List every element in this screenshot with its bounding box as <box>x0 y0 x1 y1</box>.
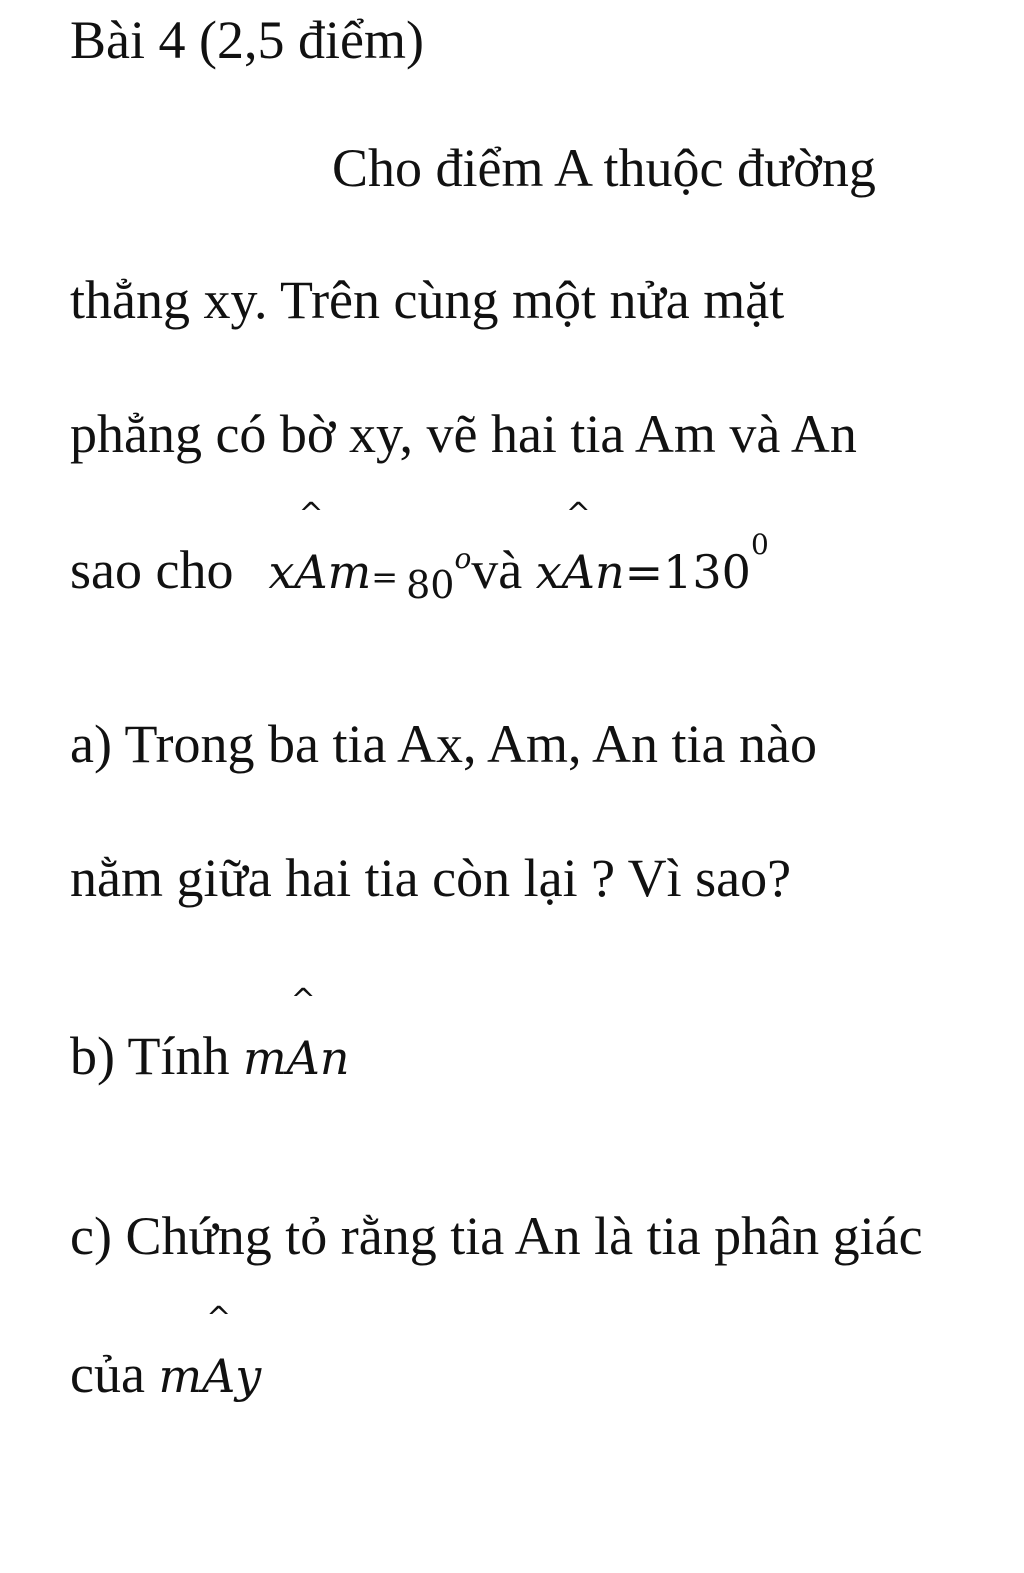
angle-hat-mark: ^ <box>290 983 316 1018</box>
exercise-title: Bài 4 (2,5 điểm) <box>70 10 424 70</box>
question-c-prefix: của <box>70 1344 145 1404</box>
angle-1-value: 80 <box>406 563 455 607</box>
angle-hat-mark: ^ <box>565 497 591 532</box>
angle-mAy: mA ^ y <box>158 1301 262 1403</box>
angle-2-value: 130 <box>663 545 751 599</box>
question-a-line-1: a) Trong ba tia Ax, Am, An tia nào <box>70 714 817 774</box>
angle-xAn: xA ^ n <box>535 497 625 599</box>
angle-mAn: mA ^ n <box>243 983 350 1085</box>
question-b-prefix: b) Tính <box>70 1026 230 1086</box>
angle-1-degree: o <box>454 542 472 575</box>
conjunction-va: và <box>471 540 523 600</box>
question-c-line-2 <box>70 1301 262 1406</box>
angle-2-degree: 0 <box>750 528 769 561</box>
problem-text-line-1: Cho điểm A thuộc đường <box>332 138 876 198</box>
line-4-prefix: sao cho <box>70 540 234 600</box>
angle-xAm: xA ^ m <box>268 497 372 599</box>
problem-text-line-4 <box>70 497 769 609</box>
angle-hat-mark: ^ <box>298 497 324 532</box>
problem-text-line-2: thẳng xy. Trên cùng một nửa mặt <box>70 270 785 330</box>
question-a-line-2: nằm giữa hai tia còn lại ? Vì sao? <box>70 848 792 908</box>
question-c-line-1: c) Chứng tỏ rằng tia An là tia phân giác <box>70 1206 923 1266</box>
question-b <box>70 983 350 1088</box>
angle-hat-mark: ^ <box>206 1301 232 1336</box>
problem-text-line-3: phẳng có bờ xy, vẽ hai tia Am và An <box>70 404 857 464</box>
angle-1-equals: = <box>371 558 399 596</box>
angle-2-equals: = <box>624 545 664 599</box>
